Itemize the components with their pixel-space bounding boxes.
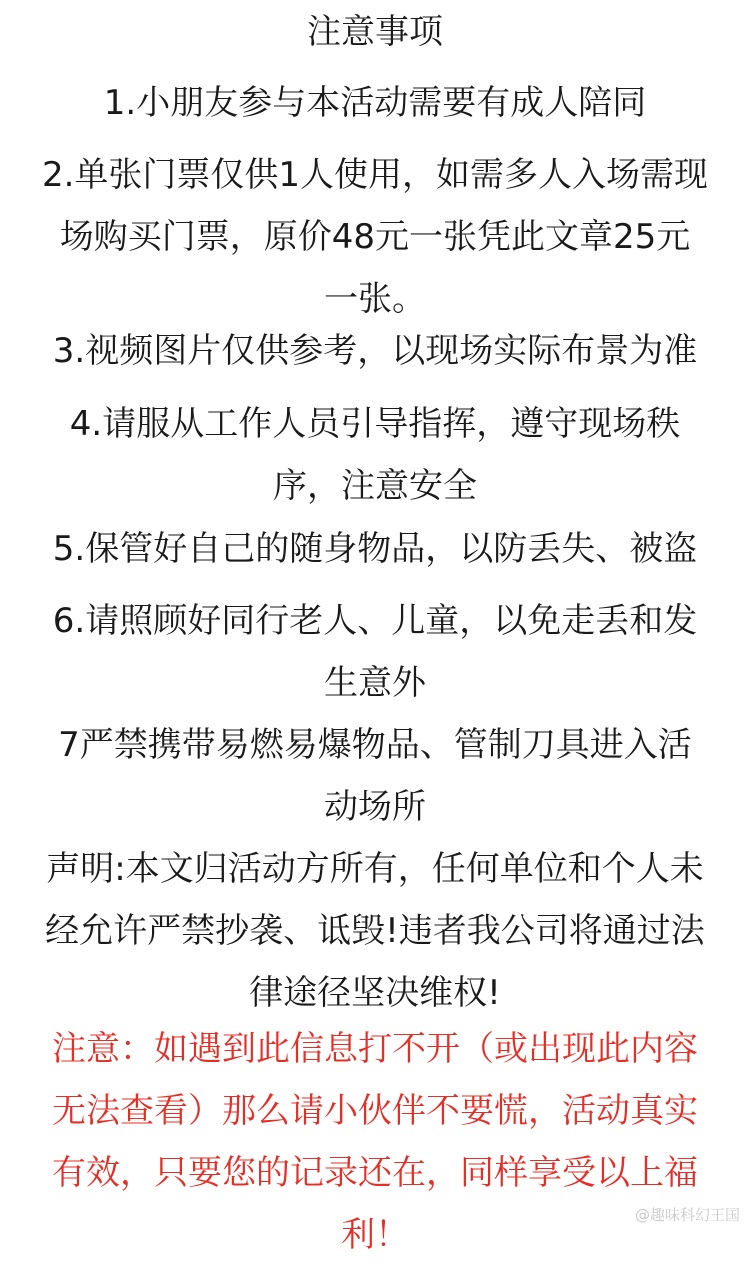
red-notice — [20, 1018, 730, 1266]
notice-line: 利！ — [341, 1215, 409, 1255]
item-line: 6.请照顾好同行老人、儿童，以免走丢和发 — [52, 601, 698, 641]
item-line: 律途径坚决维权! — [249, 973, 501, 1013]
list-item-3 — [20, 320, 730, 382]
item-line: 2.单张门票仅供1人使用，如需多人入场需现 — [41, 155, 709, 195]
item-line: 序，注意安全 — [273, 466, 477, 506]
notice-line: 注意：如遇到此信息打不开（或出现此内容 — [52, 1029, 698, 1069]
item-line: 动场所 — [324, 787, 426, 827]
item-line: 一张。 — [324, 279, 426, 319]
watermark: @趣味科幻王国 — [634, 1206, 740, 1224]
list-item-2 — [20, 144, 730, 330]
list-item-4 — [20, 393, 730, 517]
item-line: 4.请服从工作人员引导指挥，遵守现场秩 — [69, 404, 681, 444]
item-line: 经允许严禁抄袭、诋毁!违者我公司将通过法 — [45, 911, 705, 951]
list-item-5 — [20, 518, 730, 580]
item-line: 7严禁携带易燃易爆物品、管制刀具进入活 — [58, 725, 692, 765]
item-line: 3.视频图片仅供参考，以现场实际布景为准 — [52, 331, 698, 371]
list-item-6 — [20, 590, 730, 714]
notice-line: 无法查看）那么请小伙伴不要慌，活动真实 — [52, 1091, 698, 1131]
page-title: 注意事项 — [307, 12, 443, 52]
list-item-7 — [20, 714, 730, 838]
item-line: 5.保管好自己的随身物品，以防丢失、被盗 — [52, 529, 698, 569]
item-line: 生意外 — [324, 663, 426, 703]
list-item-1 — [20, 72, 730, 134]
notice-line: 有效，只要您的记录还在，同样享受以上福 — [52, 1153, 698, 1193]
item-line: 声明:本文归活动方所有，任何单位和个人未 — [46, 849, 704, 889]
item-line: 场购买门票，原价48元一张凭此文章25元 — [59, 217, 691, 257]
item-line: 1.小朋友参与本活动需要有成人陪同 — [103, 83, 647, 123]
disclaimer — [20, 838, 730, 1024]
